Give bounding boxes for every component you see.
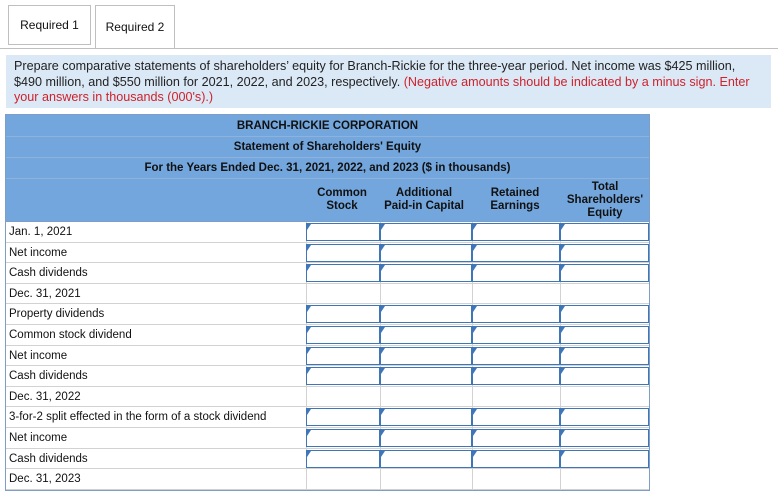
tab-required-2[interactable]: Required 2 xyxy=(95,5,175,49)
row-label: Net income xyxy=(9,246,68,259)
column-retained-earnings: Retained Earnings xyxy=(490,187,540,212)
column-divider xyxy=(472,387,473,407)
instructions-text: Prepare comparative statements of shareholders’ equity for Branch-Rickie for the three-year period. Net income was $425 million, $490 million, and $550 million for 2021, 2022, and 2023, respectively. xyxy=(14,59,736,89)
amount-input-cell[interactable] xyxy=(560,264,649,282)
amount-input-cell[interactable] xyxy=(380,429,472,447)
amount-input-cell[interactable] xyxy=(380,347,472,365)
amount-input-cell[interactable] xyxy=(560,244,649,262)
amount-input-cell[interactable] xyxy=(380,223,472,241)
amount-input-cell[interactable] xyxy=(380,367,472,385)
table-row xyxy=(6,263,649,284)
amount-input-cell[interactable] xyxy=(472,244,560,262)
row-label: Dec. 31, 2021 xyxy=(9,287,81,300)
amount-input-cell[interactable] xyxy=(560,326,649,344)
tab-required-1[interactable]: Required 1 xyxy=(8,5,91,45)
amount-input-cell[interactable] xyxy=(306,326,380,344)
table-row xyxy=(6,366,649,387)
amount-input-cell[interactable] xyxy=(380,244,472,262)
row-label: 3-for-2 split effected in the form of a stock dividend xyxy=(9,411,267,424)
table-row xyxy=(6,407,649,428)
table-row xyxy=(6,469,649,490)
tab-divider xyxy=(0,48,778,49)
amount-input-cell[interactable] xyxy=(306,429,380,447)
amount-input-cell[interactable] xyxy=(560,223,649,241)
statement-title: Statement of Shareholders' Equity xyxy=(6,137,649,158)
column-divider xyxy=(380,469,381,489)
column-total-equity: Total Shareholders' Equity xyxy=(566,180,644,219)
column-apic: Additional Paid-in Capital xyxy=(384,187,464,212)
column-common-stock: Common Stock xyxy=(317,187,367,212)
table-row xyxy=(6,428,649,449)
row-label: Jan. 1, 2021 xyxy=(9,226,73,238)
row-label: Dec. 31, 2022 xyxy=(9,390,81,403)
amount-input-cell[interactable] xyxy=(380,450,472,468)
table-row xyxy=(6,243,649,264)
instructions-note: (Negative amounts should be indicated by a minus sign. Enter your answers in thousands (000's).) xyxy=(14,74,750,104)
amount-input-cell[interactable] xyxy=(306,305,380,323)
table-row xyxy=(6,284,649,305)
amount-input-cell[interactable] xyxy=(472,408,560,426)
column-divider xyxy=(306,387,307,407)
row-label: Cash dividends xyxy=(9,370,88,383)
amount-input-cell[interactable] xyxy=(306,223,380,241)
table-row xyxy=(6,449,649,470)
statement-period: For the Years Ended Dec. 31, 2021, 2022, and 2023 ($ in thousands) xyxy=(6,158,649,179)
table-row xyxy=(6,346,649,367)
amount-input-cell[interactable] xyxy=(380,326,472,344)
row-label: Dec. 31, 2023 xyxy=(9,473,81,486)
row-label: Property dividends xyxy=(9,308,105,321)
column-divider xyxy=(472,469,473,489)
amount-input-cell[interactable] xyxy=(472,264,560,282)
amount-input-cell[interactable] xyxy=(472,326,560,344)
amount-input-cell[interactable] xyxy=(306,450,380,468)
row-label: Cash dividends xyxy=(9,267,88,280)
equity-statement-table xyxy=(5,114,650,491)
amount-input-cell[interactable] xyxy=(472,429,560,447)
table-row xyxy=(6,387,649,408)
column-headers xyxy=(6,179,649,222)
instructions-box xyxy=(6,55,771,108)
amount-input-cell[interactable] xyxy=(472,347,560,365)
amount-input-cell[interactable] xyxy=(560,408,649,426)
row-label: Cash dividends xyxy=(9,452,88,465)
column-divider xyxy=(560,284,561,304)
row-label: Net income xyxy=(9,349,68,362)
amount-input-cell[interactable] xyxy=(380,305,472,323)
column-divider xyxy=(306,284,307,304)
table-body xyxy=(6,222,649,490)
amount-input-cell[interactable] xyxy=(560,450,649,468)
amount-input-cell[interactable] xyxy=(306,244,380,262)
column-divider xyxy=(560,469,561,489)
amount-input-cell[interactable] xyxy=(472,450,560,468)
amount-input-cell[interactable] xyxy=(380,408,472,426)
table-row xyxy=(6,325,649,346)
amount-input-cell[interactable] xyxy=(472,305,560,323)
company-title: BRANCH-RICKIE CORPORATION xyxy=(6,115,649,137)
column-divider xyxy=(380,387,381,407)
amount-input-cell[interactable] xyxy=(380,264,472,282)
table-row xyxy=(6,304,649,325)
amount-input-cell[interactable] xyxy=(306,408,380,426)
row-label: Net income xyxy=(9,431,68,444)
amount-input-cell[interactable] xyxy=(306,367,380,385)
amount-input-cell[interactable] xyxy=(560,347,649,365)
amount-input-cell[interactable] xyxy=(560,367,649,385)
row-label: Common stock dividend xyxy=(9,328,132,341)
amount-input-cell[interactable] xyxy=(560,305,649,323)
amount-input-cell[interactable] xyxy=(306,264,380,282)
amount-input-cell[interactable] xyxy=(472,223,560,241)
amount-input-cell[interactable] xyxy=(306,347,380,365)
column-divider xyxy=(380,284,381,304)
table-row xyxy=(6,222,649,243)
amount-input-cell[interactable] xyxy=(472,367,560,385)
column-divider xyxy=(560,387,561,407)
column-divider xyxy=(306,469,307,489)
column-divider xyxy=(472,284,473,304)
amount-input-cell[interactable] xyxy=(560,429,649,447)
tab-bar xyxy=(0,0,778,48)
